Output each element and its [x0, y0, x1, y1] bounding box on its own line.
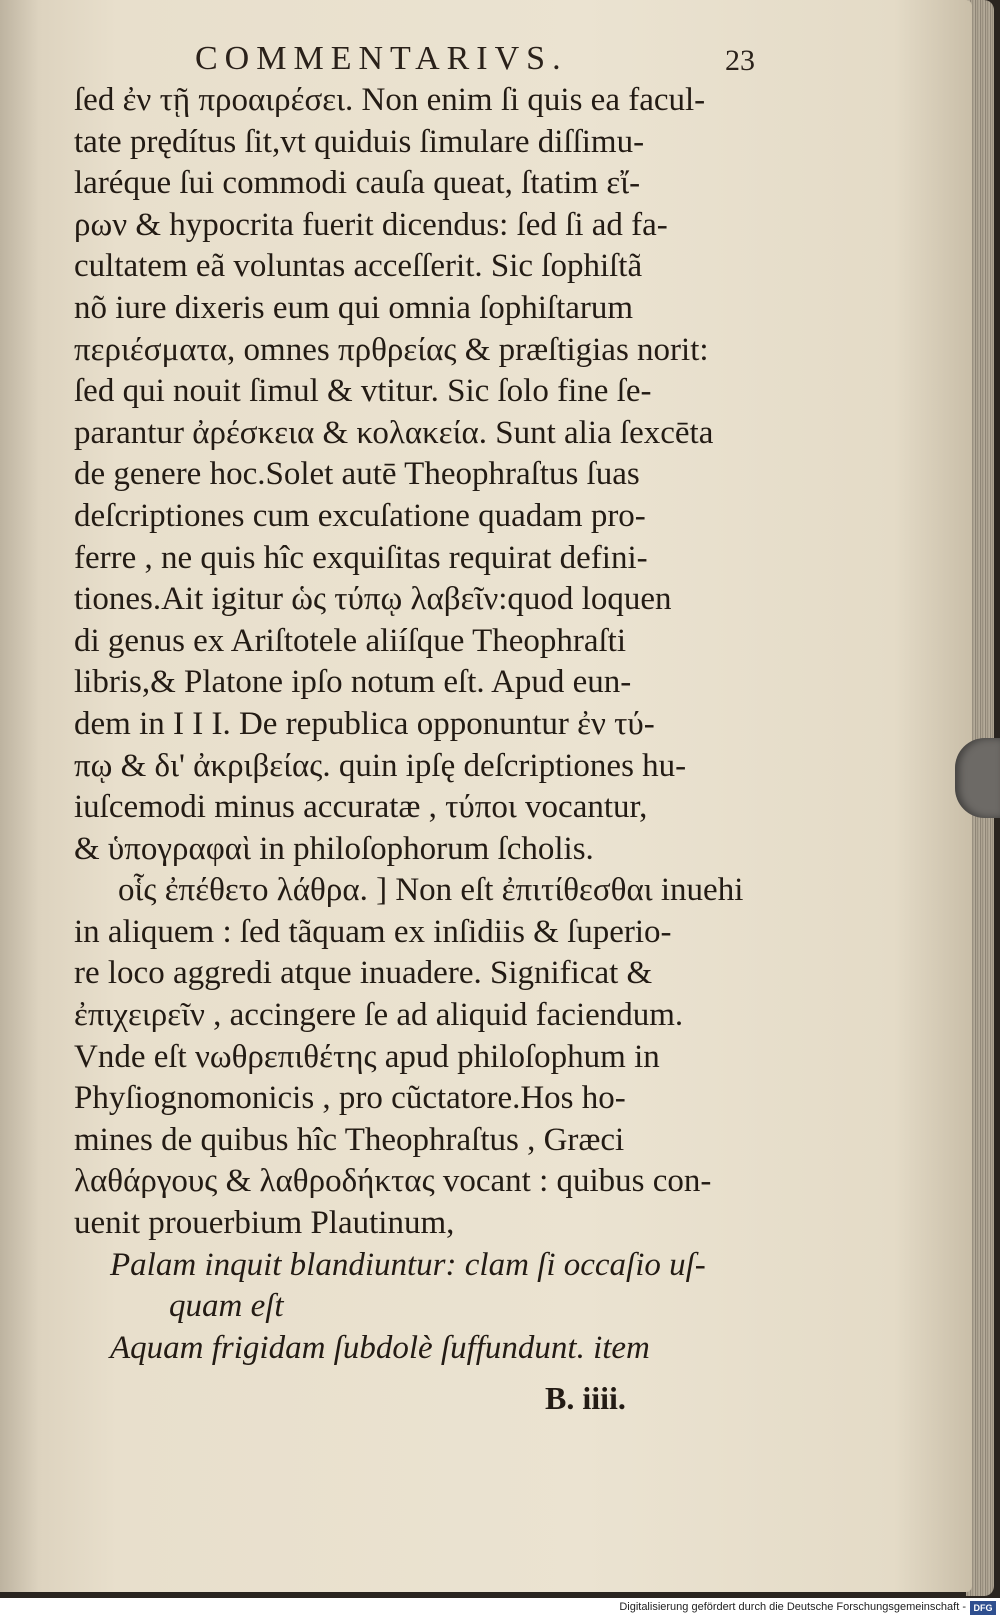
- text-line: & ὑπογραφαὶ in philoſophorum ſcholis.: [74, 830, 594, 867]
- text-line: Vnde eſt νωθρεπιθέτης apud philoſophum in: [74, 1038, 660, 1075]
- text-line: di genus ex Ariſtotele aliíſque Theophraſti: [74, 622, 627, 659]
- text-line: re loco aggredi atque inuadere. Significat &: [74, 955, 653, 992]
- text-line: mines de quibus hîc Theophraſtus , Græci: [74, 1121, 625, 1158]
- text-line: περιέσματα, omnes πρθρείας & præſtigias norit:: [74, 331, 709, 368]
- text-line: πῳ & δι' ἀκριβείας. quin ipſę deſcriptiones hu-: [74, 747, 687, 784]
- funding-credit: Digitalisierung gefördert durch die Deutsche Forschungsgemeinschaft -: [619, 1601, 966, 1613]
- text-line: dem in I I I. De republica opponuntur ἐν τύ-: [74, 705, 655, 742]
- text-line: cultatem eã voluntas acceſſerit. Sic ſophiſtã: [74, 248, 643, 285]
- running-title: COMMENTARIVS.: [195, 40, 568, 77]
- page-holder-clip: [955, 738, 1000, 818]
- footer-bar: [0, 1598, 1000, 1619]
- text-line: de genere hoc.Solet autē Theophraſtus ſuas: [74, 456, 640, 493]
- text-line: ſed qui nouit ſimul & vtitur. Sic ſolo fine ſe-: [74, 373, 652, 410]
- page-header: [195, 40, 755, 82]
- quote-line: quam eſt: [169, 1288, 284, 1325]
- text-line: nõ iure dixeris eum qui omnia ſophiſtarum: [74, 289, 634, 326]
- text-line: libris,& Platone ipſo notum eſt. Apud eun-: [74, 664, 632, 701]
- text-line: iuſcemodi minus accuratæ , τύποι vocantur,: [74, 789, 648, 826]
- text-line: ferre , ne quis hîc exquiſitas requirat defini-: [74, 539, 648, 576]
- quote-line: Palam inquit blandiuntur: clam ſi occaſio uſ-: [110, 1246, 706, 1283]
- text-line: ἐπιχειρεῖν , accingere ſe ad aliquid faciendum.: [74, 997, 684, 1034]
- page-number: 23: [725, 44, 755, 77]
- text-line: ρων & hypocrita fuerit dicendus: ſed ſi ad fa-: [74, 206, 668, 243]
- text-line: uenit prouerbium Plautinum,: [74, 1205, 455, 1242]
- text-line: laréque ſui commodi cauſa queat, ſtatim εἴ-: [74, 165, 641, 202]
- lemma-line: οἷς ἐπέθετο λάθρα. ] Non eſt ἐπιτίθεσθαι inuehi: [118, 872, 744, 909]
- text-line: tate prędítus ſit,vt quiduis ſimulare diſſimu-: [74, 123, 645, 160]
- text-line: deſcriptiones cum excuſatione quadam pro-: [74, 497, 646, 534]
- text-line: Phyſiognomonicis , pro cũctatore.Hos ho-: [74, 1080, 626, 1117]
- dfg-logo-icon: DFG: [970, 1601, 996, 1615]
- page-body: [74, 80, 774, 1369]
- text-line: tiones.Ait igitur ὡς τύπῳ λαβεῖν:quod loquen: [74, 581, 672, 618]
- text-line: in aliquem : ſed tãquam ex inſidiis & ſuperio-: [74, 913, 672, 950]
- text-line: ſed ἐν τῇ προαιρέσει. Non enim ſi quis ea facul-: [74, 82, 706, 118]
- signature-mark: B. iiii.: [545, 1380, 626, 1416]
- text-line: parantur ἀρέσκεια & κολακεία. Sunt alia ſexcēta: [74, 414, 714, 451]
- text-line: λαθάργους & λαθροδήκτας vocant : quibus con-: [74, 1163, 712, 1200]
- quote-line: Aquam frigidam ſubdolè ſuffundunt. item: [110, 1329, 650, 1366]
